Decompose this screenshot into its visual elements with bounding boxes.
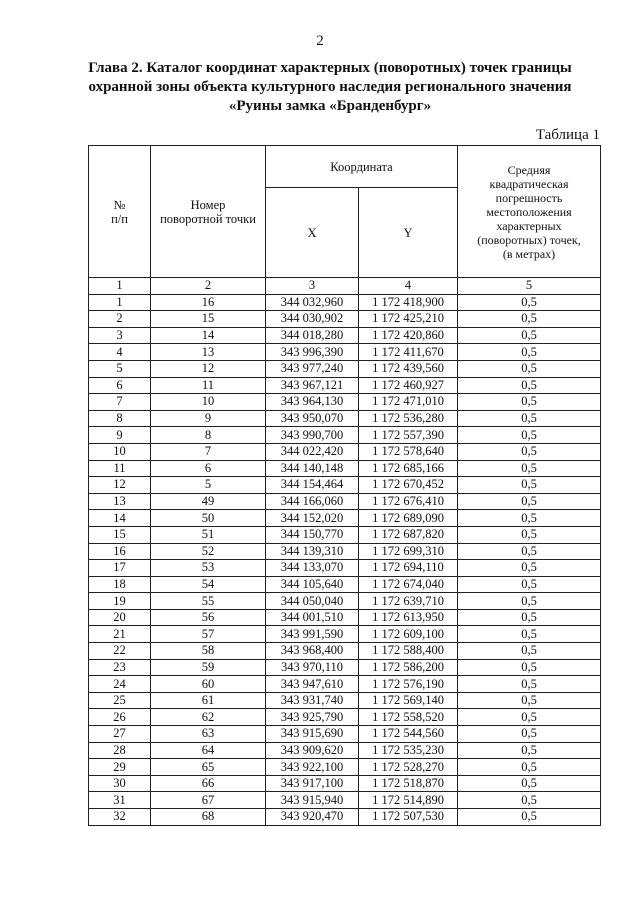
- table-row: [89, 775, 601, 792]
- cell-row-number: 7: [89, 394, 151, 411]
- table-row: [89, 692, 601, 709]
- cell-y: 1 172 439,560: [359, 360, 458, 377]
- cell-error: 0,5: [458, 809, 601, 826]
- cell-x: 343 996,390: [266, 344, 359, 361]
- cell-row-number: 4: [89, 344, 151, 361]
- header-coordinate: Координата: [266, 146, 458, 188]
- table-row: [89, 394, 601, 411]
- cell-y: 1 172 569,140: [359, 692, 458, 709]
- cell-error: 0,5: [458, 742, 601, 759]
- cell-row-number: 29: [89, 759, 151, 776]
- cell-y: 1 172 557,390: [359, 427, 458, 444]
- cell-point-number: 12: [151, 360, 266, 377]
- cell-x: 344 154,464: [266, 477, 359, 494]
- title-line-3: «Руины замка «Бранденбург»: [228, 98, 432, 114]
- table-row: [89, 410, 601, 427]
- cell-x: 344 140,148: [266, 460, 359, 477]
- cell-x: 344 030,902: [266, 311, 359, 328]
- page-number: 2: [316, 33, 324, 49]
- cell-error: 0,5: [458, 427, 601, 444]
- cell-y: 1 172 411,670: [359, 344, 458, 361]
- cell-row-number: 26: [89, 709, 151, 726]
- header-y: Y: [359, 188, 458, 278]
- cell-point-number: 53: [151, 560, 266, 577]
- header-mean-square-error: [458, 146, 601, 278]
- cell-row-number: 11: [89, 460, 151, 477]
- cell-x: 343 968,400: [266, 643, 359, 660]
- cell-y: 1 172 588,400: [359, 643, 458, 660]
- cell-row-number: 20: [89, 609, 151, 626]
- cell-row-number: 13: [89, 493, 151, 510]
- table-row: [89, 543, 601, 560]
- cell-y: 1 172 694,110: [359, 560, 458, 577]
- cell-row-number: 6: [89, 377, 151, 394]
- table-row: [89, 742, 601, 759]
- cell-error: 0,5: [458, 360, 601, 377]
- cell-y: 1 172 609,100: [359, 626, 458, 643]
- table-row: [89, 560, 601, 577]
- cell-point-number: 50: [151, 510, 266, 527]
- cell-y: 1 172 670,452: [359, 477, 458, 494]
- table-row: [89, 576, 601, 593]
- cell-y: 1 172 578,640: [359, 443, 458, 460]
- cell-x: 343 920,470: [266, 809, 359, 826]
- table-row: [89, 311, 601, 328]
- table-row: [89, 709, 601, 726]
- header-point-number-label: Номер поворотной точки: [160, 197, 256, 226]
- cell-row-number: 14: [89, 510, 151, 527]
- cell-point-number: 66: [151, 775, 266, 792]
- cell-row-number: 17: [89, 560, 151, 577]
- cell-x: 343 917,100: [266, 775, 359, 792]
- cell-row-number: 30: [89, 775, 151, 792]
- cell-error: 0,5: [458, 327, 601, 344]
- cell-x: 343 915,690: [266, 726, 359, 743]
- cell-y: 1 172 460,927: [359, 377, 458, 394]
- table-row: [89, 659, 601, 676]
- cell-error: 0,5: [458, 643, 601, 660]
- cell-error: 0,5: [458, 294, 601, 311]
- cell-x: 343 925,790: [266, 709, 359, 726]
- cell-error: 0,5: [458, 692, 601, 709]
- title-line-2: охранной зоны объекта культурного наследия регионального значения: [88, 79, 572, 95]
- table-row: [89, 344, 601, 361]
- cell-y: 1 172 558,520: [359, 709, 458, 726]
- header-row-number-label: № п/п: [111, 197, 128, 226]
- cell-error: 0,5: [458, 775, 601, 792]
- cell-point-number: 8: [151, 427, 266, 444]
- cell-row-number: 18: [89, 576, 151, 593]
- table-row: [89, 626, 601, 643]
- cell-point-number: 7: [151, 443, 266, 460]
- cell-y: 1 172 689,090: [359, 510, 458, 527]
- cell-error: 0,5: [458, 493, 601, 510]
- cell-point-number: 64: [151, 742, 266, 759]
- cell-x: 344 018,280: [266, 327, 359, 344]
- cell-y: 1 172 676,410: [359, 493, 458, 510]
- cell-x: 343 977,240: [266, 360, 359, 377]
- cell-row-number: 19: [89, 593, 151, 610]
- cell-row-number: 9: [89, 427, 151, 444]
- cell-y: 1 172 425,210: [359, 311, 458, 328]
- header-mean-square-error-label: Средняя квадратическая погрешность местоположения характерных (поворотных) точек, (в метрах): [477, 162, 581, 261]
- cell-row-number: 32: [89, 809, 151, 826]
- cell-error: 0,5: [458, 443, 601, 460]
- cell-x: 344 152,020: [266, 510, 359, 527]
- cell-row-number: 5: [89, 360, 151, 377]
- table-caption: Таблица 1: [535, 127, 600, 143]
- cell-error: 0,5: [458, 377, 601, 394]
- cell-error: 0,5: [458, 759, 601, 776]
- cell-point-number: 61: [151, 692, 266, 709]
- cell-row-number: 21: [89, 626, 151, 643]
- cell-row-number: 10: [89, 443, 151, 460]
- table-row: [89, 377, 601, 394]
- table-row: [89, 609, 601, 626]
- cell-error: 0,5: [458, 659, 601, 676]
- cell-point-number: 5: [151, 477, 266, 494]
- header-x: X: [266, 188, 359, 278]
- cell-point-number: 58: [151, 643, 266, 660]
- cell-point-number: 14: [151, 327, 266, 344]
- cell-y: 1 172 613,950: [359, 609, 458, 626]
- cell-row-number: 27: [89, 726, 151, 743]
- cell-error: 0,5: [458, 709, 601, 726]
- cell-row-number: 28: [89, 742, 151, 759]
- cell-error: 0,5: [458, 676, 601, 693]
- cell-x: 344 139,310: [266, 543, 359, 560]
- cell-x: 343 909,620: [266, 742, 359, 759]
- cell-y: 1 172 639,710: [359, 593, 458, 610]
- cell-x: 344 133,070: [266, 560, 359, 577]
- cell-point-number: 55: [151, 593, 266, 610]
- column-number: 2: [151, 278, 266, 295]
- cell-point-number: 62: [151, 709, 266, 726]
- cell-error: 0,5: [458, 543, 601, 560]
- cell-point-number: 57: [151, 626, 266, 643]
- cell-point-number: 63: [151, 726, 266, 743]
- cell-row-number: 1: [89, 294, 151, 311]
- cell-point-number: 65: [151, 759, 266, 776]
- cell-y: 1 172 418,900: [359, 294, 458, 311]
- cell-point-number: 59: [151, 659, 266, 676]
- cell-error: 0,5: [458, 477, 601, 494]
- cell-point-number: 10: [151, 394, 266, 411]
- cell-point-number: 15: [151, 311, 266, 328]
- table-row: [89, 443, 601, 460]
- cell-y: 1 172 420,860: [359, 327, 458, 344]
- cell-x: 343 915,940: [266, 792, 359, 809]
- cell-y: 1 172 536,280: [359, 410, 458, 427]
- cell-row-number: 8: [89, 410, 151, 427]
- table-row: [89, 526, 601, 543]
- cell-error: 0,5: [458, 593, 601, 610]
- table-row: [89, 643, 601, 660]
- cell-error: 0,5: [458, 726, 601, 743]
- cell-x: 343 991,590: [266, 626, 359, 643]
- cell-y: 1 172 576,190: [359, 676, 458, 693]
- table-row: [89, 360, 601, 377]
- cell-x: 343 931,740: [266, 692, 359, 709]
- cell-point-number: 9: [151, 410, 266, 427]
- header-point-number: [151, 146, 266, 278]
- cell-error: 0,5: [458, 410, 601, 427]
- cell-x: 343 970,110: [266, 659, 359, 676]
- table-row: [89, 493, 601, 510]
- cell-point-number: 49: [151, 493, 266, 510]
- cell-y: 1 172 687,820: [359, 526, 458, 543]
- cell-y: 1 172 699,310: [359, 543, 458, 560]
- cell-error: 0,5: [458, 344, 601, 361]
- cell-point-number: 67: [151, 792, 266, 809]
- cell-point-number: 11: [151, 377, 266, 394]
- cell-point-number: 68: [151, 809, 266, 826]
- column-number-row: [89, 278, 601, 295]
- cell-y: 1 172 586,200: [359, 659, 458, 676]
- column-number: 3: [266, 278, 359, 295]
- table-row: [89, 676, 601, 693]
- cell-row-number: 25: [89, 692, 151, 709]
- cell-y: 1 172 535,230: [359, 742, 458, 759]
- cell-x: 344 050,040: [266, 593, 359, 610]
- column-number: 1: [89, 278, 151, 295]
- table-row: [89, 294, 601, 311]
- cell-row-number: 16: [89, 543, 151, 560]
- cell-error: 0,5: [458, 510, 601, 527]
- table-row: [89, 759, 601, 776]
- cell-y: 1 172 471,010: [359, 394, 458, 411]
- document-title: [60, 59, 600, 116]
- cell-error: 0,5: [458, 560, 601, 577]
- cell-error: 0,5: [458, 609, 601, 626]
- cell-x: 344 001,510: [266, 609, 359, 626]
- cell-x: 344 032,960: [266, 294, 359, 311]
- table-row: [89, 477, 601, 494]
- cell-error: 0,5: [458, 792, 601, 809]
- table-row: [89, 792, 601, 809]
- cell-point-number: 6: [151, 460, 266, 477]
- cell-y: 1 172 507,530: [359, 809, 458, 826]
- cell-y: 1 172 544,560: [359, 726, 458, 743]
- table-row: [89, 593, 601, 610]
- cell-point-number: 51: [151, 526, 266, 543]
- cell-error: 0,5: [458, 526, 601, 543]
- cell-point-number: 60: [151, 676, 266, 693]
- cell-y: 1 172 514,890: [359, 792, 458, 809]
- table-row: [89, 809, 601, 826]
- table-row: [89, 427, 601, 444]
- cell-x: 344 105,640: [266, 576, 359, 593]
- cell-y: 1 172 685,166: [359, 460, 458, 477]
- cell-row-number: 24: [89, 676, 151, 693]
- title-line-1: Глава 2. Каталог координат характерных (поворотных) точек границы: [88, 60, 572, 76]
- cell-x: 343 950,070: [266, 410, 359, 427]
- cell-error: 0,5: [458, 311, 601, 328]
- table-row: [89, 327, 601, 344]
- cell-x: 343 922,100: [266, 759, 359, 776]
- cell-error: 0,5: [458, 576, 601, 593]
- cell-point-number: 54: [151, 576, 266, 593]
- cell-point-number: 56: [151, 609, 266, 626]
- cell-row-number: 12: [89, 477, 151, 494]
- table-row: [89, 460, 601, 477]
- table-row: [89, 510, 601, 527]
- cell-x: 343 990,700: [266, 427, 359, 444]
- cell-row-number: 22: [89, 643, 151, 660]
- cell-point-number: 16: [151, 294, 266, 311]
- cell-y: 1 172 674,040: [359, 576, 458, 593]
- cell-row-number: 2: [89, 311, 151, 328]
- column-number: 5: [458, 278, 601, 295]
- cell-row-number: 15: [89, 526, 151, 543]
- cell-error: 0,5: [458, 394, 601, 411]
- cell-error: 0,5: [458, 626, 601, 643]
- cell-y: 1 172 528,270: [359, 759, 458, 776]
- cell-row-number: 3: [89, 327, 151, 344]
- cell-x: 343 947,610: [266, 676, 359, 693]
- cell-point-number: 52: [151, 543, 266, 560]
- cell-x: 343 967,121: [266, 377, 359, 394]
- column-number: 4: [359, 278, 458, 295]
- coordinates-table: [88, 145, 601, 826]
- cell-x: 344 022,420: [266, 443, 359, 460]
- cell-x: 344 166,060: [266, 493, 359, 510]
- cell-error: 0,5: [458, 460, 601, 477]
- cell-x: 343 964,130: [266, 394, 359, 411]
- cell-y: 1 172 518,870: [359, 775, 458, 792]
- table-row: [89, 726, 601, 743]
- cell-row-number: 31: [89, 792, 151, 809]
- cell-point-number: 13: [151, 344, 266, 361]
- header-row-number: [89, 146, 151, 278]
- cell-x: 344 150,770: [266, 526, 359, 543]
- cell-row-number: 23: [89, 659, 151, 676]
- table-body: [89, 294, 601, 825]
